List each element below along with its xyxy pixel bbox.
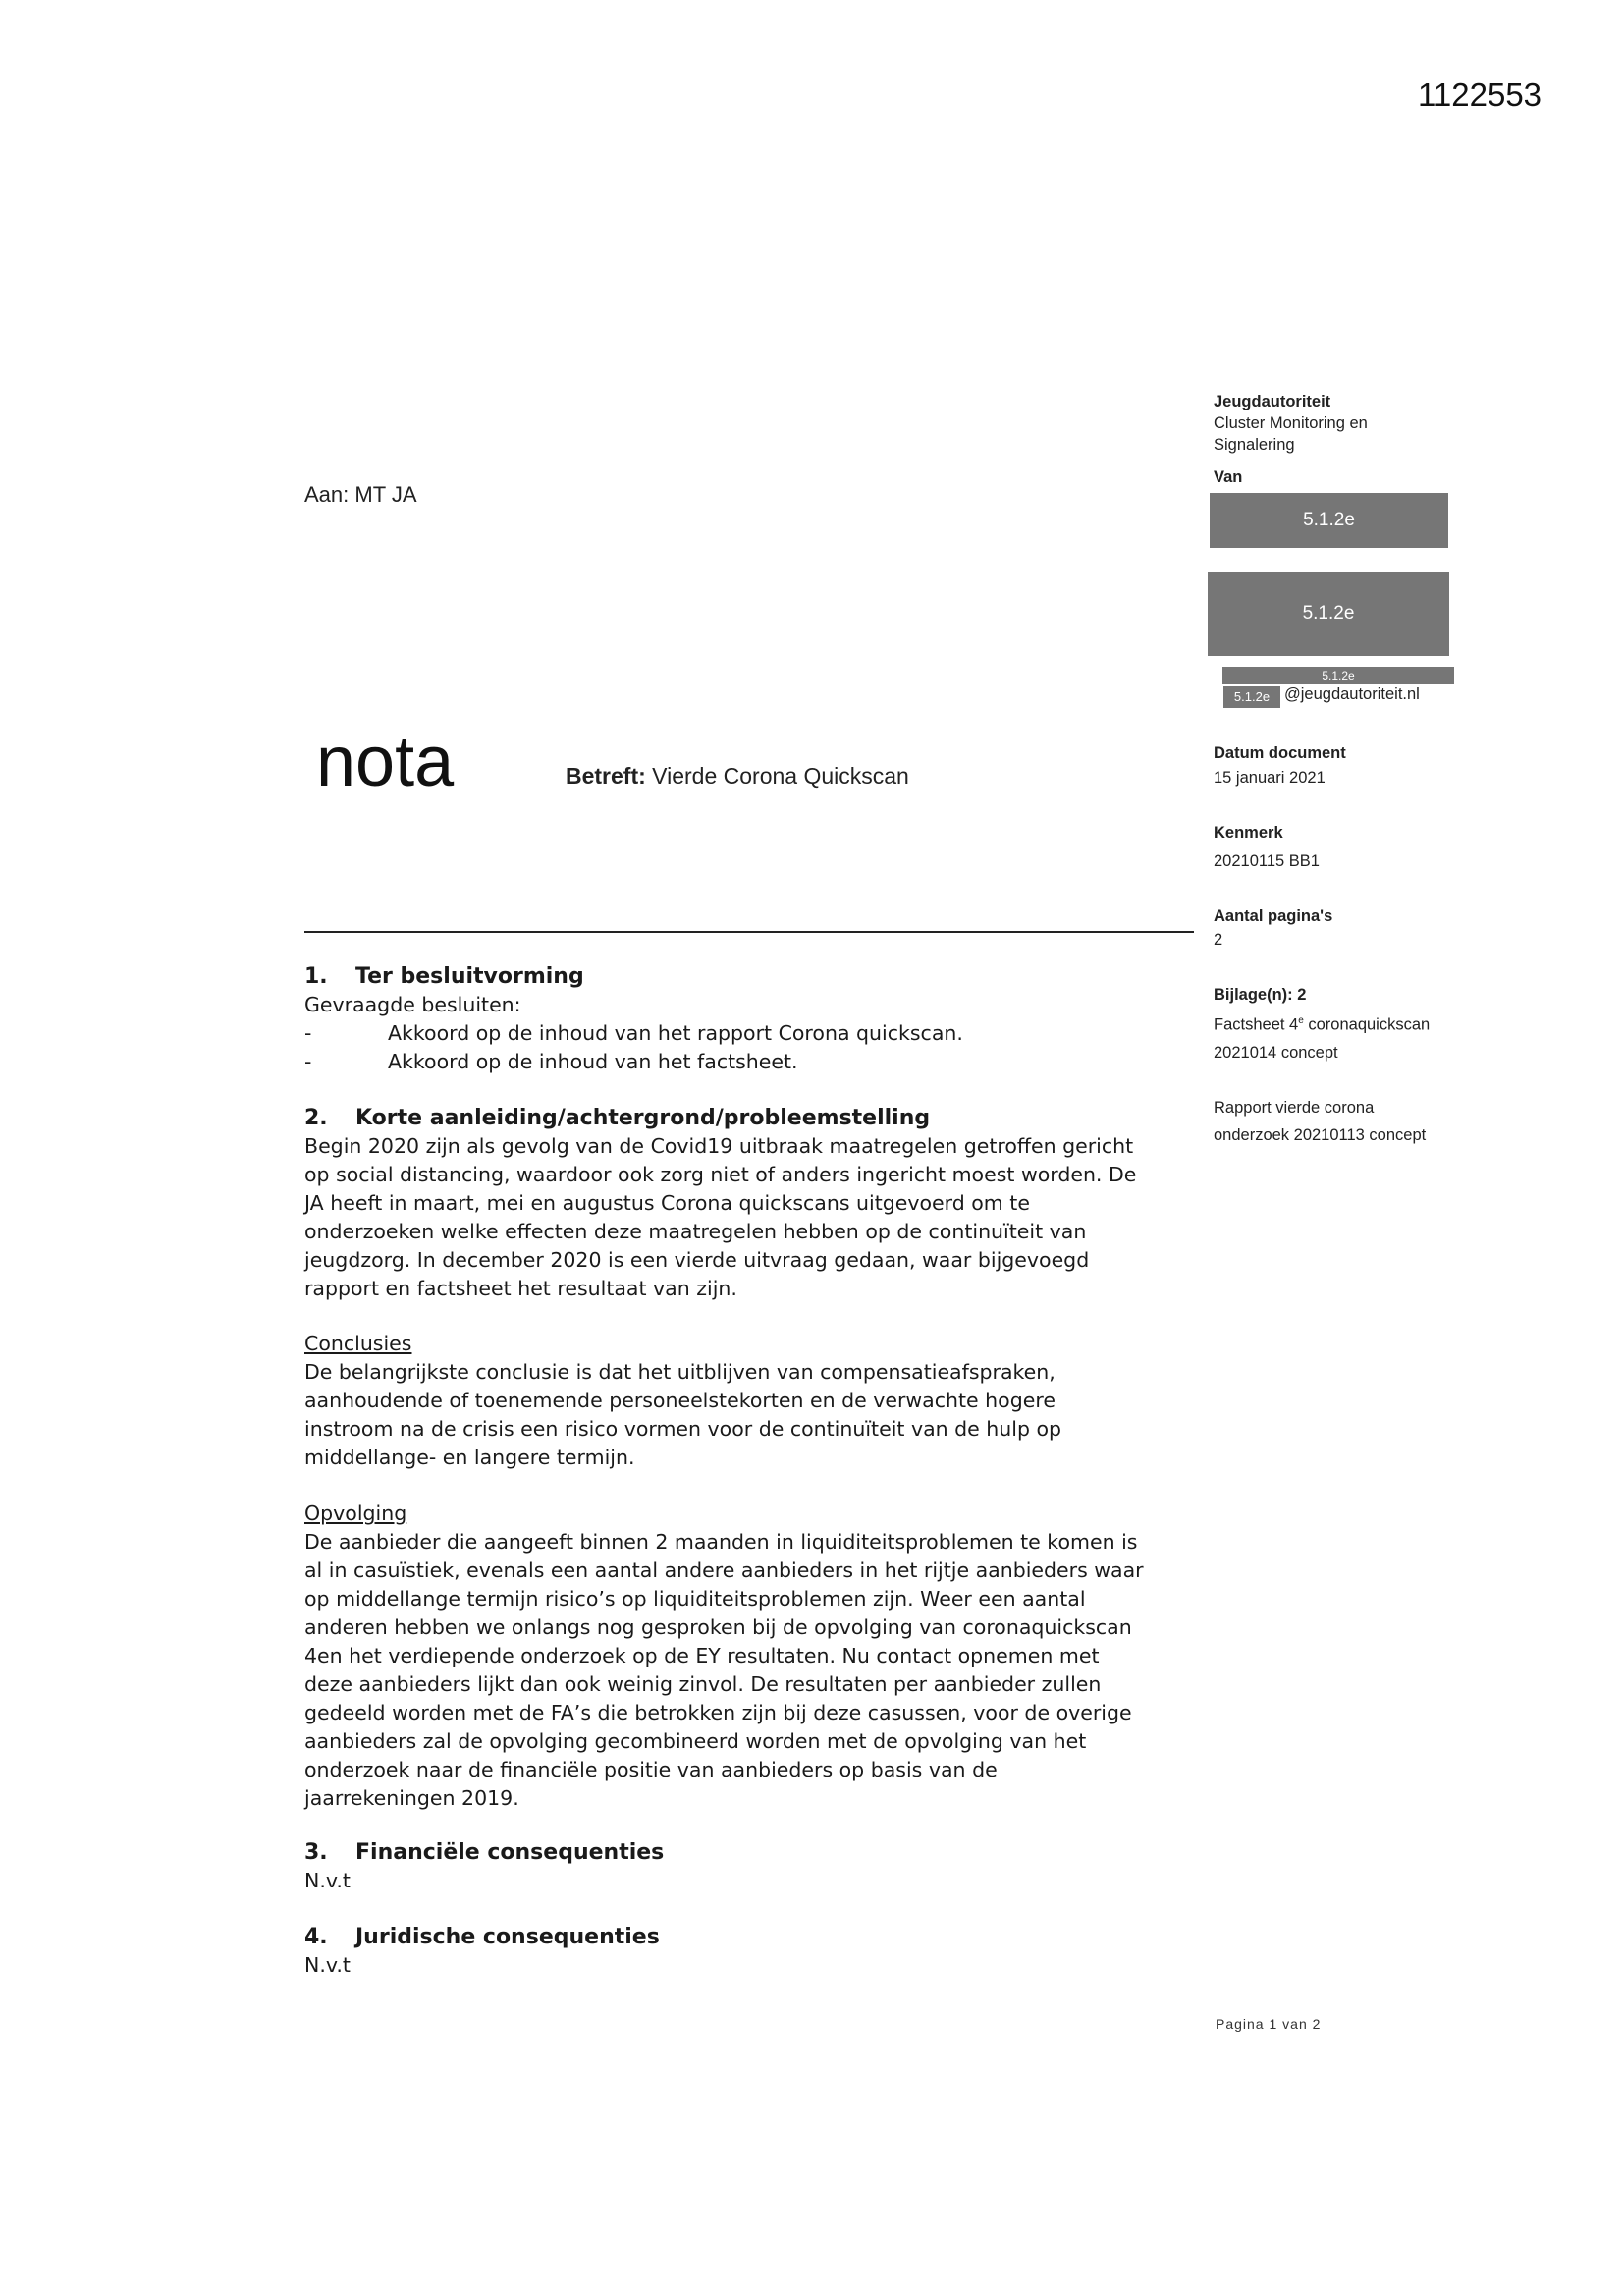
section-heading <box>304 1838 1208 1867</box>
list-dash: - <box>304 1050 312 1073</box>
section-number: 3. <box>304 1840 328 1865</box>
bijlage-2-line-2: onderzoek 20210113 concept <box>1214 1126 1427 1144</box>
section-title: Korte aanleiding/achtergrond/probleemstelling <box>355 1106 931 1130</box>
kenmerk-label: Kenmerk <box>1214 824 1283 842</box>
text-line: Begin 2020 zijn als gevolg van de Covid19 uitbraak maatregelen getroffen gericht <box>304 1134 1134 1158</box>
section-heading <box>304 962 1208 991</box>
list-item <box>304 1048 1208 1076</box>
redaction-box: 5.1.2e <box>1223 686 1280 708</box>
recipient: Aan: MT JA <box>304 482 417 507</box>
text-line: gedeeld worden met de FA’s die betrokken zijn bij deze casussen, voor de overige <box>304 1701 1132 1724</box>
page-number: Pagina 1 van 2 <box>1216 2016 1322 2032</box>
section-financiele-consequenties <box>304 1838 1208 1895</box>
kenmerk-value: 20210115 BB1 <box>1214 852 1320 870</box>
paginas-label: Aantal pagina's <box>1214 907 1333 925</box>
subject-value: Vierde Corona Quickscan <box>645 763 909 789</box>
redaction-box: 5.1.2e <box>1210 493 1448 548</box>
datum-value: 15 januari 2021 <box>1214 769 1326 787</box>
section-title: Juridische consequenties <box>355 1925 660 1949</box>
opvolging-block <box>304 1500 1208 1813</box>
datum-label: Datum document <box>1214 744 1346 762</box>
org-name: Jeugdautoriteit <box>1214 393 1331 410</box>
section-number: 1. <box>304 964 328 989</box>
bijlage-1-text-post: coronaquickscan <box>1303 1015 1431 1034</box>
list-item-text: Akkoord op de inhoud van het factsheet. <box>388 1050 798 1073</box>
conclusies-block <box>304 1330 1208 1472</box>
section-juridische-consequenties <box>304 1923 1208 1980</box>
bijlage-2-line-1: Rapport vierde corona <box>1214 1099 1375 1117</box>
text-line: jeugdzorg. In december 2020 is een vierde uitvraag gedaan, waar bijgevoegd <box>304 1248 1090 1272</box>
bijlage-1-text: Factsheet 4 <box>1214 1015 1299 1034</box>
text-line: rapport en factsheet het resultaat van zijn. <box>304 1277 737 1300</box>
divider <box>304 931 1194 933</box>
subheading: Conclusies <box>304 1332 412 1355</box>
document-type-title: nota <box>316 723 455 801</box>
redaction-box: 5.1.2e <box>1222 667 1454 684</box>
kenmerk-block <box>1214 822 1320 872</box>
van-label: Van <box>1214 468 1243 486</box>
text-line: N.v.t <box>304 1953 351 1977</box>
bijlage-1-sup: e <box>1298 1015 1304 1026</box>
subject-label: Betreft: <box>566 763 646 789</box>
text-line: De belangrijkste conclusie is dat het uitblijven van compensatieafspraken, <box>304 1360 1056 1384</box>
paginas-value: 2 <box>1214 931 1223 949</box>
document-id: 1122553 <box>1418 77 1543 113</box>
text-line: JA heeft in maart, mei en augustus Corona quickscans uitgevoerd om te <box>304 1191 1030 1215</box>
bijlagen-label: Bijlage(n): 2 <box>1214 986 1307 1004</box>
section-heading <box>304 1923 1208 1951</box>
section-heading <box>304 1104 1208 1132</box>
subject-line <box>566 763 909 790</box>
cluster-line-2: Signalering <box>1214 436 1295 454</box>
redaction-box: 5.1.2e <box>1208 572 1449 656</box>
text-line: middellange- en langere termijn. <box>304 1446 635 1469</box>
text-line: De aanbieder die aangeeft binnen 2 maanden in liquiditeitsproblemen te komen is <box>304 1530 1138 1554</box>
text-line: onderzoek naar de financiële positie van aanbieders op basis van de <box>304 1758 998 1781</box>
text-line: deze aanbieders lijkt dan ook weinig zinvol. De resultaten per aanbieder zullen <box>304 1672 1102 1696</box>
text-line: jaarrekeningen 2019. <box>304 1786 519 1810</box>
section-title: Ter besluitvorming <box>355 964 584 989</box>
bijlagen-block <box>1214 984 1430 1064</box>
list-item <box>304 1019 1208 1048</box>
bijlage-1-line-1 <box>1214 1011 1430 1036</box>
bijlage-1-line-2: 2021014 concept <box>1214 1043 1338 1062</box>
text-line: aanbieders zal de opvolging gecombineerd worden met de opvolging van het <box>304 1729 1087 1753</box>
subheading: Opvolging <box>304 1502 407 1525</box>
list-item-text: Akkoord op de inhoud van het rapport Corona quickscan. <box>388 1021 963 1045</box>
text-line: aanhoudende of toenemende personeelstekorten en de verwachte hogere <box>304 1389 1056 1412</box>
decisions-intro: Gevraagde besluiten: <box>304 993 521 1016</box>
text-line: instroom na de crisis een risico vormen voor de continuïteit van de hulp op <box>304 1417 1062 1441</box>
text-line: N.v.t <box>304 1869 351 1892</box>
email-suffix: @jeugdautoriteit.nl <box>1284 685 1420 703</box>
datum-block <box>1214 742 1346 789</box>
section-ter-besluitvorming <box>304 962 1208 1076</box>
text-line: al in casuïstiek, evenals een aantal andere aanbieders in het rijtje aanbieders waar <box>304 1558 1144 1582</box>
text-line: op social distancing, waardoor ook zorg niet of anders ingericht moest worden. De <box>304 1163 1137 1186</box>
section-title: Financiële consequenties <box>355 1840 665 1865</box>
section-aanleiding <box>304 1104 1208 1303</box>
sidebar-organisation <box>1214 391 1368 456</box>
paginas-block <box>1214 905 1332 951</box>
list-dash: - <box>304 1021 312 1045</box>
text-line: 4en het verdiepende onderzoek op de EY resultaten. Nu contact opnemen met <box>304 1644 1100 1667</box>
text-line: onderzoeken welke effecten deze maatregelen hebben op de continuïteit van <box>304 1220 1087 1243</box>
section-number: 2. <box>304 1106 328 1130</box>
section-number: 4. <box>304 1925 328 1949</box>
text-line: op middellange termijn risico’s op liquiditeitsproblemen zijn. Weer een aantal <box>304 1587 1086 1611</box>
cluster-line-1: Cluster Monitoring en <box>1214 414 1368 432</box>
bijlage-2-block <box>1214 1094 1426 1149</box>
text-line: anderen hebben we onlangs nog gesproken bij de opvolging van coronaquickscan <box>304 1615 1132 1639</box>
